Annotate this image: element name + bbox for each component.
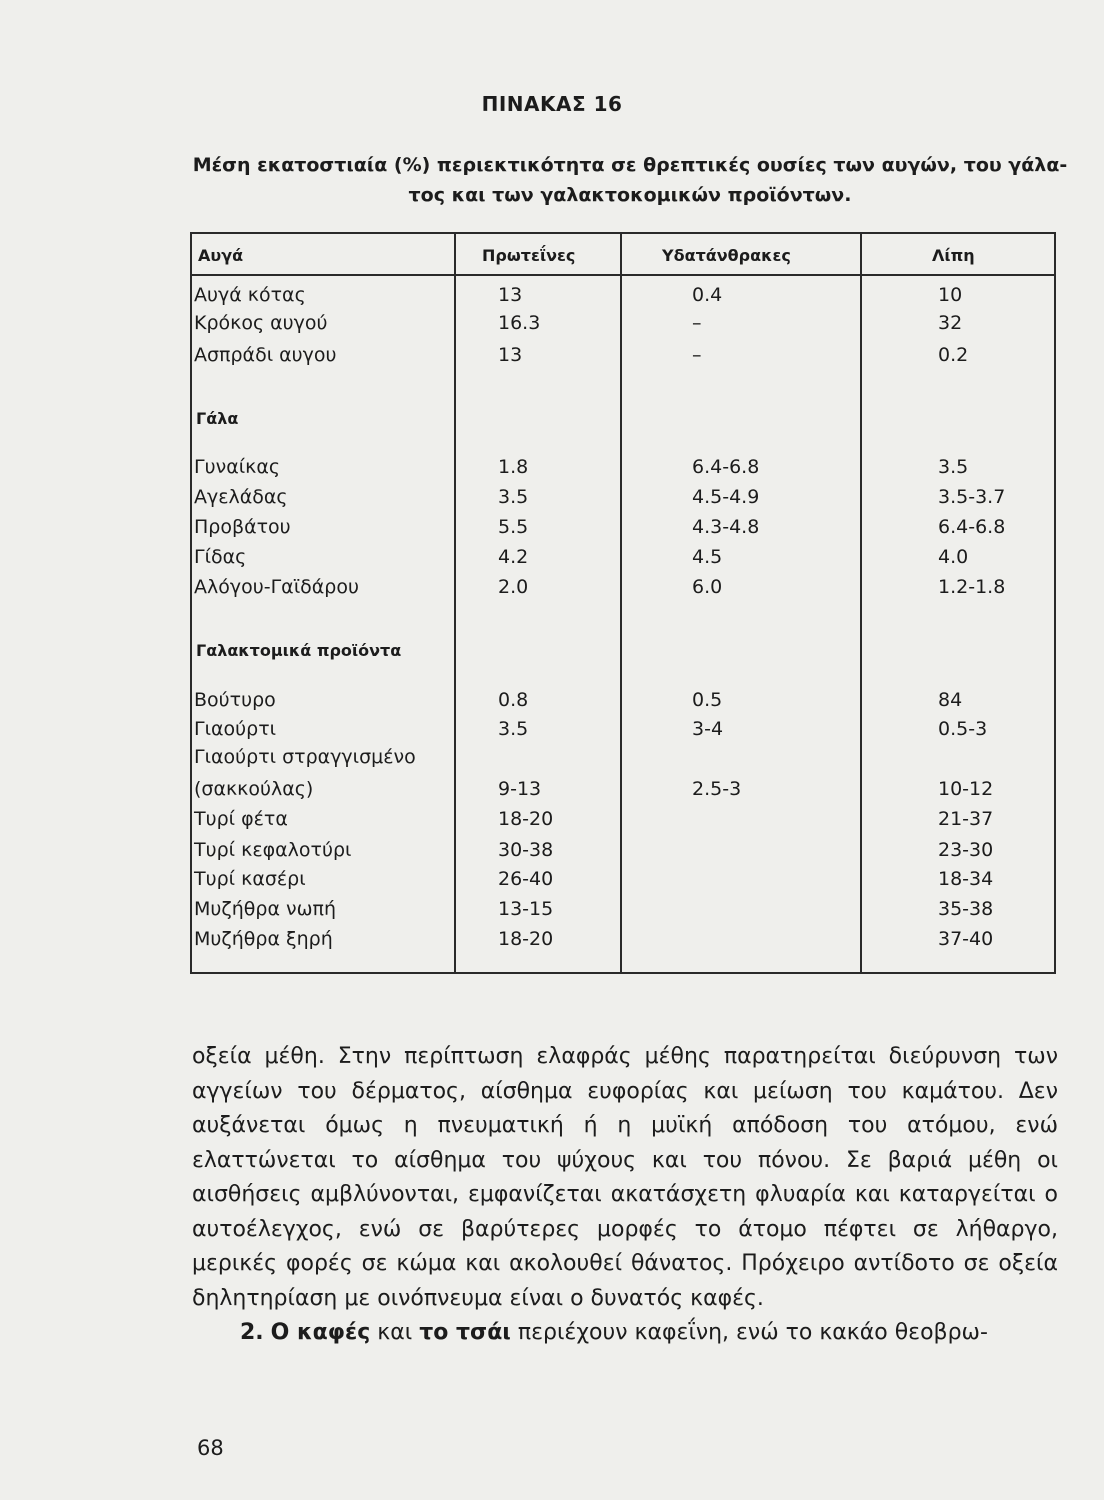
group-title: Γαλακτομικά προϊόντα: [196, 641, 402, 660]
column-divider: [620, 234, 622, 972]
table-cell-protein: 30-38: [498, 839, 554, 861]
table-cell-fat: 0.2: [938, 344, 969, 366]
table-cell-name: Αυγά κότας: [194, 284, 306, 306]
table-cell-fat: 10: [938, 284, 963, 306]
table-cell-fat: 18-34: [938, 868, 994, 890]
table-cell-fat: 23-30: [938, 839, 994, 861]
table-cell-name: Ασπράδι αυγου: [194, 344, 337, 366]
table-cell-name: Γιαούρτι στραγγισμένο: [194, 746, 416, 768]
table-cell-name: Βούτυρο: [194, 689, 276, 711]
caption-line-1: Μέση εκατοστιαία (%) περιεκτικότητα σε θρεπτικές ουσίες των αυγών, του γάλα-: [192, 154, 1068, 176]
header-divider: [192, 274, 1054, 276]
table-cell-fat: 3.5: [938, 456, 969, 478]
table-cell-carbs: 4.3-4.8: [692, 516, 760, 538]
table-cell-protein: 13-15: [498, 898, 554, 920]
table-cell-fat: 21-37: [938, 808, 994, 830]
table-cell-name: Προβάτου: [194, 516, 291, 538]
table-cell-protein: 5.5: [498, 516, 529, 538]
table-cell-protein: 4.2: [498, 546, 529, 568]
table-cell-name: Κρόκος αυγού: [194, 312, 328, 334]
body-text: [192, 1040, 1058, 1351]
text-span: περιέχουν καφεΐνη, ενώ το κακάο θεοβρω-: [517, 1320, 988, 1345]
header-fat: Λίπη: [932, 246, 975, 265]
paragraph: οξεία μέθη. Στην περίπτωση ελαφράς μέθης παρατηρείται διεύρυνση των αγγείων του δέρματος, αίσθημα ευφορίας και μείωση του καμάτου. Δεν αυξάνεται όμως η πνευματική ή η μυϊκή απόδοση του ατόμου, ενώ ελαττώνεται το αίσθημα του ψύχους και του πόνου. Σε βαριά μέθη οι αισθήσεις αμβλύνονται, εμφανίζεται ακατάσχετη φλυαρία και καταργείται ο αυτοέλεγχος, ενώ σε βαρύτερες μορφές το άτομο πέφτει σε λήθαργο, μερικές φορές σε κώμα και ακολουθεί θάνατος. Πρόχειρο αντίδοτο σε οξεία δηλητηρίαση με οινόπνευμα είναι ο δυνατός καφές.: [192, 1044, 1058, 1311]
table-cell-carbs: –: [692, 344, 702, 366]
header-protein: Πρωτεΐνες: [482, 246, 576, 265]
table-cell-protein: 26-40: [498, 868, 554, 890]
table-cell-fat: 1.2-1.8: [938, 576, 1006, 598]
table-cell-carbs: –: [692, 312, 702, 334]
table-cell-fat: 84: [938, 689, 963, 711]
table-cell-name: Αλόγου-Γαϊδάρου: [194, 576, 359, 598]
table-cell-fat: 4.0: [938, 546, 969, 568]
table-cell-protein: 9-13: [498, 778, 542, 800]
header-carbs: Υδατάνθρακες: [662, 246, 791, 265]
table-cell-protein: 3.5: [498, 486, 529, 508]
nutrition-table: [190, 232, 1056, 974]
table-cell-name: Τυρί κασέρι: [194, 868, 306, 890]
table-cell-name: Μυζήθρα νωπή: [194, 898, 337, 920]
table-cell-name: (σακκούλας): [194, 778, 314, 800]
table-cell-carbs: 4.5-4.9: [692, 486, 760, 508]
table-cell-name: Αγελάδας: [194, 486, 288, 508]
table-cell-carbs: 6.4-6.8: [692, 456, 760, 478]
table-cell-fat: 35-38: [938, 898, 994, 920]
table-cell-name: Γιαούρτι: [194, 718, 277, 740]
table-cell-name: Τυρί κεφαλοτύρι: [194, 839, 352, 861]
column-divider: [860, 234, 862, 972]
table-cell-protein: 0.8: [498, 689, 529, 711]
text-span: και: [377, 1320, 413, 1345]
table-cell-carbs: 4.5: [692, 546, 723, 568]
table-cell-protein: 3.5: [498, 718, 529, 740]
table-cell-name: Μυζήθρα ξηρή: [194, 928, 333, 950]
table-caption: [190, 150, 1070, 210]
table-cell-fat: 37-40: [938, 928, 994, 950]
bold-term: Ο καφές: [270, 1320, 371, 1345]
item-number: 2.: [240, 1320, 264, 1345]
table-cell-protein: 16.3: [498, 312, 541, 334]
table-cell-protein: 13: [498, 344, 523, 366]
caption-line-2: τος και των γαλακτοκομικών προϊόντων.: [408, 184, 852, 206]
table-cell-protein: 18-20: [498, 808, 554, 830]
page-number: 68: [197, 1436, 224, 1460]
table-cell-protein: 13: [498, 284, 523, 306]
table-cell-fat: 3.5-3.7: [938, 486, 1006, 508]
table-cell-name: Γίδας: [194, 546, 247, 568]
table-cell-protein: 18-20: [498, 928, 554, 950]
table-cell-carbs: 2.5-3: [692, 778, 742, 800]
table-cell-protein: 2.0: [498, 576, 529, 598]
table-cell-name: Γυναίκας: [194, 456, 281, 478]
table-cell-carbs: 6.0: [692, 576, 723, 598]
table-cell-fat: 6.4-6.8: [938, 516, 1006, 538]
table-cell-fat: 0.5-3: [938, 718, 988, 740]
table-cell-carbs: 0.5: [692, 689, 723, 711]
table-cell-carbs: 3-4: [692, 718, 724, 740]
bold-term: το τσάι: [419, 1320, 511, 1345]
table-number: ΠΙΝΑΚΑΣ 16: [481, 92, 623, 116]
header-eggs: Αυγά: [198, 246, 244, 265]
table-cell-fat: 10-12: [938, 778, 994, 800]
table-cell-carbs: 0.4: [692, 284, 723, 306]
column-divider: [454, 234, 456, 972]
table-cell-protein: 1.8: [498, 456, 529, 478]
group-title: Γάλα: [196, 409, 239, 428]
paragraph-2: [192, 1316, 1058, 1351]
table-cell-fat: 32: [938, 312, 963, 334]
table-cell-name: Τυρί φέτα: [194, 808, 288, 830]
